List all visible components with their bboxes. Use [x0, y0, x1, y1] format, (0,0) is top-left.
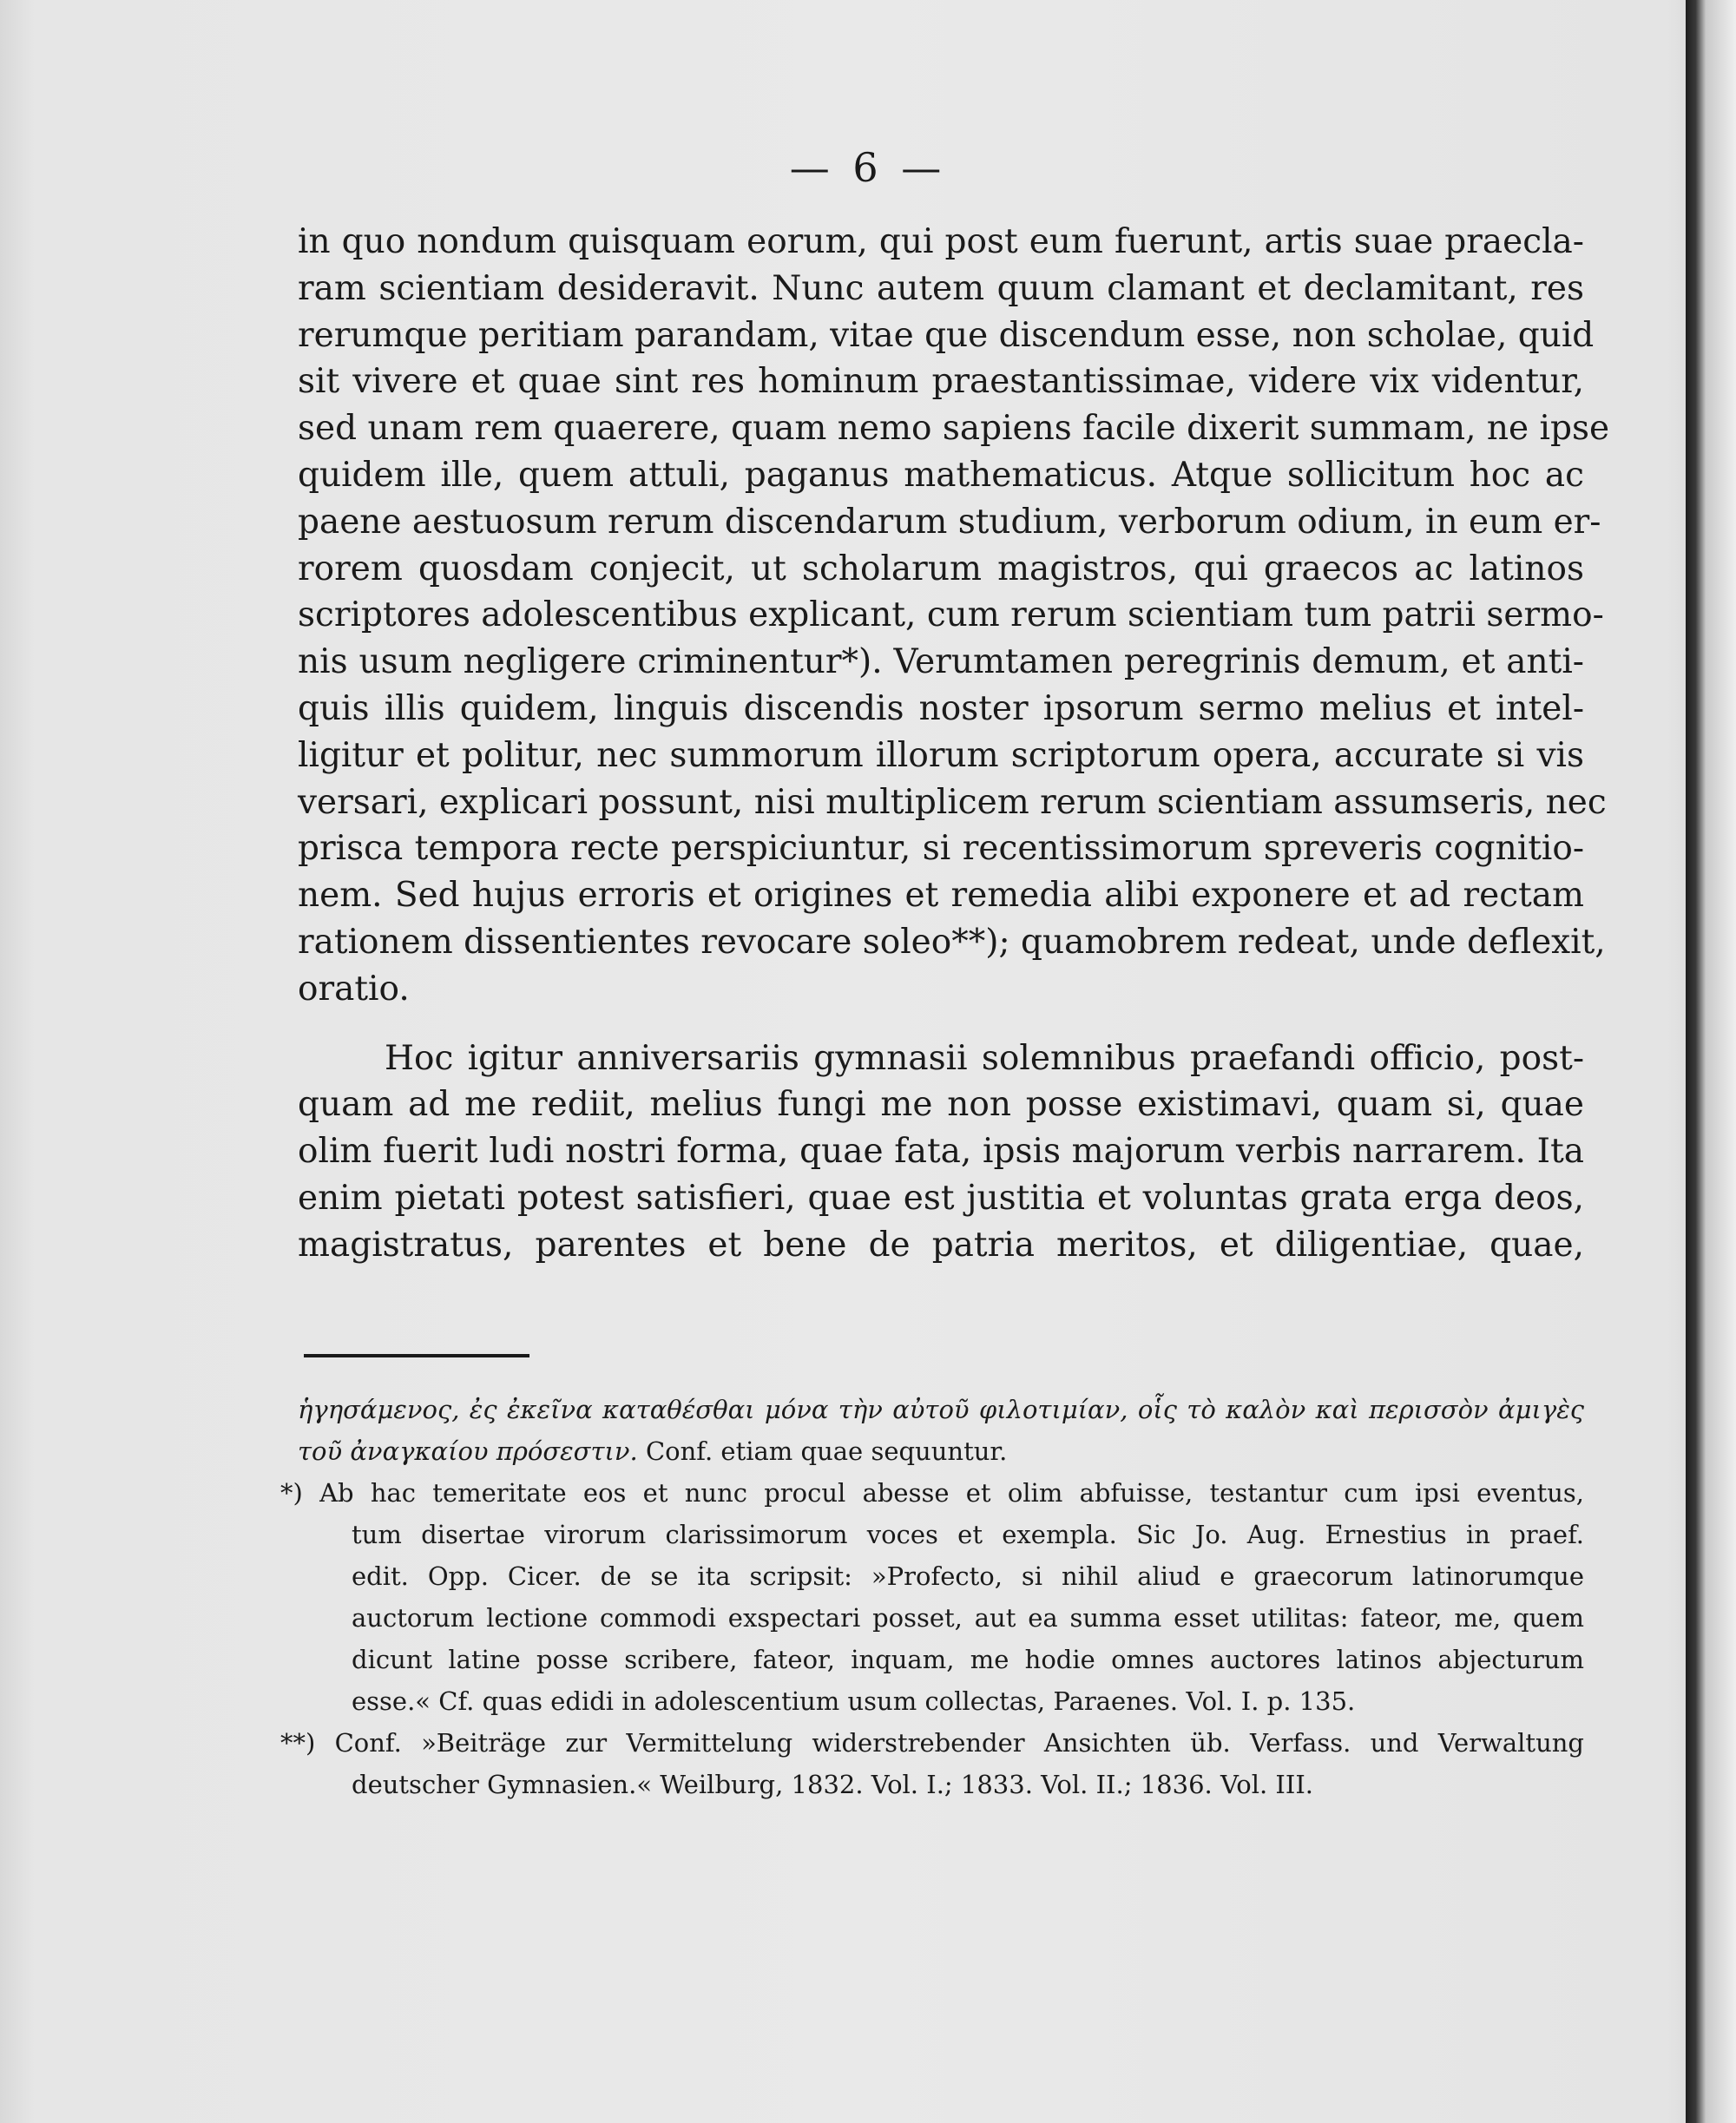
text-line: paene aestuosum rerum discendarum studium, verborum odium, in eum er-	[298, 502, 1601, 542]
footnote-line: esse.« Cf. quas edidi in adolescentium usum collectas, Paraenes. Vol. I. p. 135.	[352, 1686, 1356, 1716]
footnote-1-marker: *)	[280, 1478, 303, 1508]
greek-note-tail: Conf. etiam quae sequuntur.	[645, 1436, 1008, 1466]
text-line: prisca tempora recte perspiciuntur, si recentissimorum spreveris cognitio-	[298, 829, 1584, 869]
text-line: rerumque peritiam parandam, vitae que discendum esse, non scholae, quid	[298, 315, 1595, 355]
footnote-greek-line: ἡγησάμενος, ἐς ἐκεῖνα καταθέσθαι μόνα τὴν αὐτοῦ φιλοτιμίαν, οἷς τὸ καλὸν καὶ περισσὸν ἀμιγὲς	[298, 1395, 1584, 1424]
footnote-2-first-line	[280, 1722, 1584, 1764]
text-line: quis illis quidem, linguis discendis noster ipsorum sermo melius et intel-	[298, 688, 1584, 728]
text-line: nis usum negligere criminentur*). Verumtamen peregrinis demum, et anti-	[298, 642, 1584, 682]
footnote-line: dicunt latine posse scribere, fateor, inquam, me hodie omnes auctores latinos abjecturum	[352, 1645, 1584, 1674]
footnote-line: tum disertae virorum clarissimorum voces et exempla. Sic Jo. Aug. Ernestius in praef.	[352, 1520, 1584, 1549]
text-line: sed unam rem quaerere, quam nemo sapiens facile dixerit summam, ne ipse	[298, 409, 1610, 449]
text-line: quam ad me rediit, melius fungi me non posse existimavi, quam si, quae	[298, 1085, 1584, 1125]
paragraph-start-line: Hoc igitur anniversariis gymnasii solemnibus praefandi officio, post-	[385, 1038, 1584, 1078]
main-text	[298, 219, 1610, 1269]
footnote-1-first-line	[280, 1472, 1584, 1514]
footnotes	[280, 1389, 1584, 1805]
text-line: oratio.	[298, 969, 410, 1009]
footnote-2-marker: **)	[280, 1728, 316, 1758]
footnote-2-text: Conf. »Beiträge zur Vermittelung widerstrebender Ansichten üb. Verfass. und Verwaltung	[334, 1728, 1584, 1758]
text-line: versari, explicari possunt, nisi multiplicem rerum scientiam assumseris, nec	[298, 782, 1607, 822]
text-line: enim pietati potest satisfieri, quae est justitia et voluntas grata erga deos,	[298, 1178, 1584, 1218]
text-line: sit vivere et quae sint res hominum praestantissimae, videre vix videntur,	[298, 362, 1584, 402]
greek-text: τοῦ ἀναγκαίου πρόσεστιν.	[298, 1436, 638, 1466]
text-line: magistratus, parentes et bene de patria meritos, et diligentiae, quae,	[298, 1225, 1584, 1265]
footnote-greek-line	[298, 1430, 1584, 1472]
footnote-1-text: Ab hac temeritate eos et nunc procul abesse et olim abfuisse, testantur cum ipsi eventus,	[319, 1478, 1584, 1508]
text-line: rationem dissentientes revocare soleo**); quamobrem redeat, unde deflexit,	[298, 922, 1606, 962]
text-line: nem. Sed hujus erroris et origines et remedia alibi exponere et ad rectam	[298, 876, 1584, 916]
text-line: rorem quosdam conjecit, ut scholarum magistros, qui graecos ac latinos	[298, 549, 1584, 588]
text-line: scriptores adolescentibus explicant, cum rerum scientiam tum patrii sermo-	[298, 595, 1604, 635]
book-gutter	[1686, 0, 1736, 2123]
text-line: olim fuerit ludi nostri forma, quae fata, ipsis majorum verbis narrarem. Ita	[298, 1132, 1584, 1172]
footnote-separator	[304, 1354, 529, 1357]
footnote-line: edit. Opp. Cicer. de se ita scripsit: »Profecto, si nihil aliud e graecorum latinorumque	[352, 1561, 1584, 1591]
text-line: ram scientiam desideravit. Nunc autem quum clamant et declamitant, res	[298, 268, 1584, 308]
footnote-line: deutscher Gymnasien.« Weilburg, 1832. Vol. I.; 1833. Vol. II.; 1836. Vol. III.	[352, 1770, 1313, 1799]
text-line: ligitur et politur, nec summorum illorum scriptorum opera, accurate si vis	[298, 735, 1584, 775]
page-number: — 6 —	[789, 144, 947, 191]
footnote-line: auctorum lectione commodi exspectari posset, aut ea summa esset utilitas: fateor, me, quem	[352, 1603, 1584, 1633]
text-line: quidem ille, quem attuli, paganus mathematicus. Atque sollicitum hoc ac	[298, 455, 1584, 495]
text-line: in quo nondum quisquam eorum, qui post eum fuerunt, artis suae praecla-	[298, 222, 1584, 261]
